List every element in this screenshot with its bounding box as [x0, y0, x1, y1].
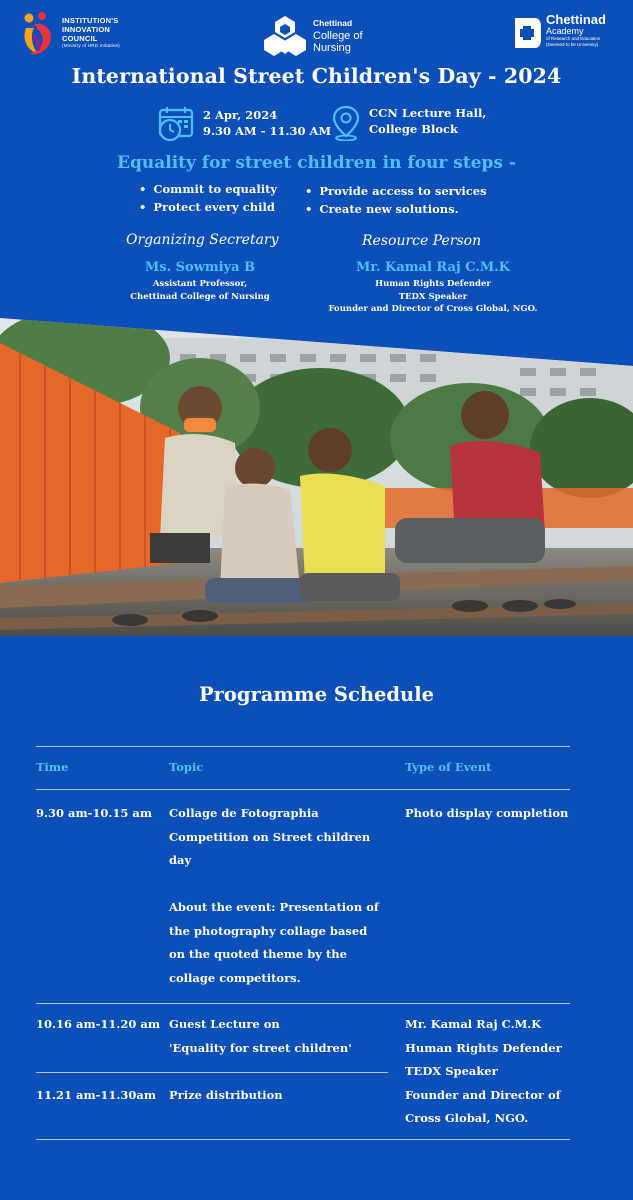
- ccn-logo-icon: [262, 14, 308, 60]
- row2-speaker: Mr. Kamal Raj C.M.K Human Rights Defender TEDX Speaker Founder and Director of Cross Global, NGO.: [405, 1013, 605, 1131]
- steps-heading: Equality for street children in four steps -: [117, 153, 516, 173]
- row1-type: Photo display completion: [405, 806, 569, 820]
- ccn-logo-text: Chettinad College of Nursing: [313, 18, 363, 54]
- row1-about: About the event: Presentation of the photography collage based on the quoted theme by the collage competitors.: [169, 900, 379, 985]
- row2-time: 10.16 am-11.20 am: [36, 1017, 161, 1031]
- event-venue: CCN Lecture Hall, College Block: [369, 106, 487, 136]
- ccn-logo: [262, 14, 382, 60]
- step-item: • Create new solutions.: [305, 200, 487, 218]
- event-date-time: 2 Apr, 2024 9.30 AM - 11.30 AM: [203, 108, 332, 138]
- schedule-divider: [36, 789, 570, 790]
- schedule-divider: [36, 1072, 388, 1073]
- schedule-title: Programme Schedule: [198, 683, 435, 706]
- organizing-secretary-name: Ms. Sowmiya B: [144, 260, 256, 275]
- step-item: • Commit to equality: [139, 180, 277, 198]
- street-children-photo: [0, 318, 633, 638]
- chettinad-logo-text: Chettinad Academy of Research and Education (Deemed to be University): [546, 12, 606, 47]
- iic-logo-icon: [20, 10, 60, 60]
- row1-topic: Collage de Fotographia Competition on Street children day: [169, 806, 371, 867]
- schedule-divider: [36, 746, 570, 747]
- iic-logo: [20, 10, 150, 60]
- organizing-secretary-details: Assistant Professor, Chettinad College of Nursing: [130, 279, 270, 302]
- chettinad-academy-logo: [513, 12, 623, 58]
- steps-list-right: [305, 182, 487, 218]
- step-item: • Provide access to services: [305, 182, 487, 200]
- schedule-header-time: Time: [36, 760, 69, 774]
- event-title: International Street Children's Day - 2024: [71, 64, 562, 88]
- resource-person-name: Mr. Kamal Raj C.M.K: [355, 260, 511, 275]
- location-pin-icon: [331, 105, 361, 141]
- resource-person-details: Human Rights Defender TEDX Speaker Founder and Director of Cross Global, NGO.: [328, 279, 538, 314]
- schedule-divider: [36, 1003, 570, 1004]
- row3-time: 11.21 am-11.30am: [36, 1088, 157, 1102]
- schedule-header-topic: Topic: [169, 760, 204, 774]
- chettinad-logo-icon: [513, 14, 543, 52]
- row3-topic: Prize distribution: [169, 1088, 283, 1102]
- row1-time: 9.30 am-10.15 am: [36, 806, 153, 820]
- steps-list-left: [139, 180, 277, 216]
- calendar-clock-icon: [158, 106, 198, 142]
- row2-topic: Guest Lecture on 'Equality for street children': [169, 1017, 352, 1055]
- schedule-header-type: Type of Event: [405, 760, 492, 774]
- step-item: • Protect every child: [139, 198, 277, 216]
- organizing-secretary-label: Organizing Secretary: [126, 232, 279, 248]
- schedule-divider: [36, 1139, 570, 1140]
- iic-logo-text: INSTITUTION'S INNOVATION COUNCIL (Ministry of HRD Initiative): [62, 16, 120, 48]
- speaker-name: Mr. Kamal Raj C.M.K: [405, 1017, 542, 1031]
- resource-person-label: Resource Person: [362, 233, 482, 249]
